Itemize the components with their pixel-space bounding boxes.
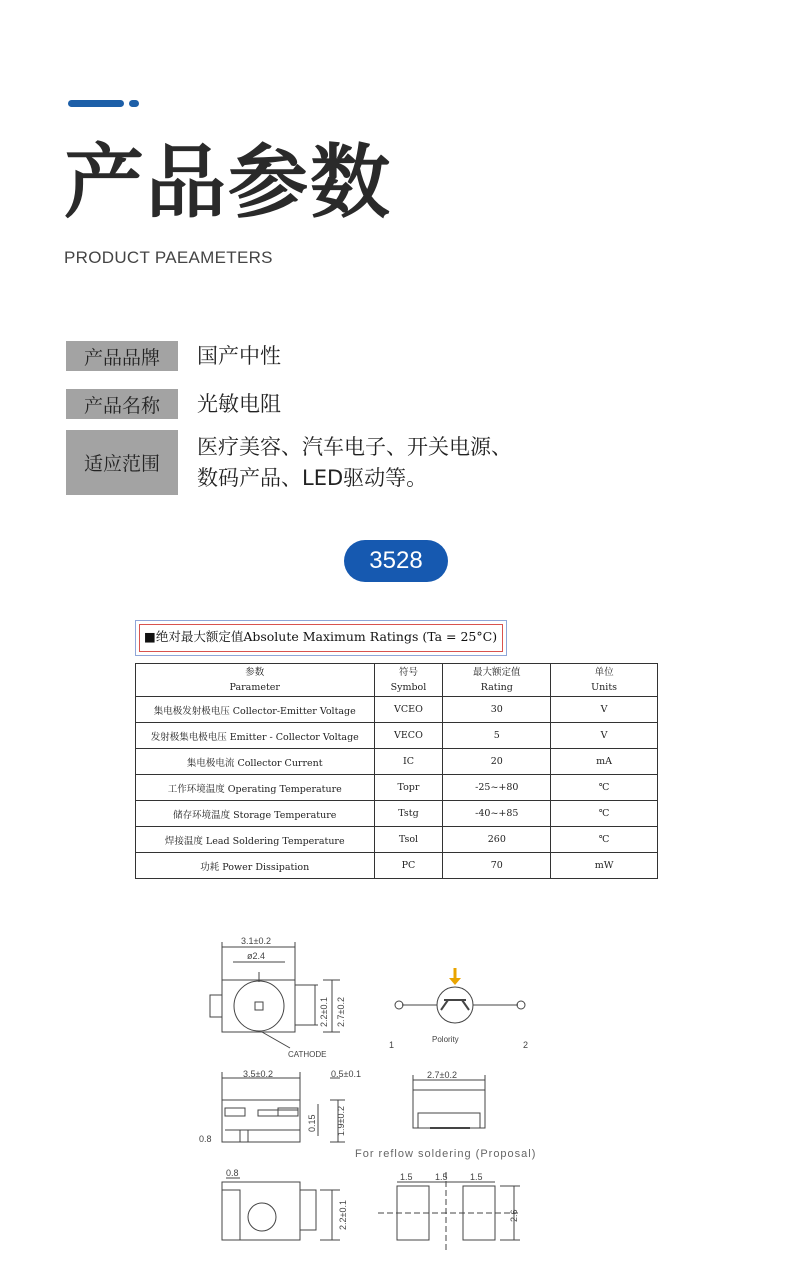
cell-symbol: IC [374, 749, 443, 775]
package-dimension-drawing [190, 935, 590, 1255]
cell-rating: -40~+85 [443, 801, 551, 827]
cell-unit: mA [551, 749, 658, 775]
pin-1-label: 1 [389, 1040, 395, 1050]
dim-lens: ø2.4 [247, 951, 266, 961]
application-value [197, 432, 512, 494]
side-view [222, 1072, 345, 1142]
cell-symbol: VCEO [374, 697, 443, 723]
pad-dim-1: 1.5 [400, 1172, 413, 1182]
application-line-1: 医疗美容、汽车电子、开关电源、 [197, 435, 512, 459]
cathode-label: CATHODE [288, 1050, 327, 1059]
cell-rating: 30 [443, 697, 551, 723]
header-parameter: 参数 Parameter [136, 664, 375, 697]
dim-width-top: 3.1±0.2 [241, 936, 271, 946]
top-view [210, 942, 340, 1048]
pin-2-label: 2 [523, 1040, 529, 1050]
pad-dim-3: 1.5 [470, 1172, 483, 1182]
cell-rating: 5 [443, 723, 551, 749]
polarity-label: Polority [432, 1035, 459, 1044]
table-row [136, 853, 658, 879]
ratings-heading-text: 绝对最大额定值Absolute Maximum Ratings (Ta = 25°C) [155, 629, 498, 644]
pad-layout [378, 1172, 520, 1250]
cell-symbol: Tstg [374, 801, 443, 827]
accent-bar-long [68, 100, 124, 107]
dim-side-height-1: 0.15 [307, 1114, 317, 1132]
reflow-note: For reflow soldering (Proposal) [355, 1148, 537, 1160]
light-arrow-icon [449, 968, 461, 985]
table-row [136, 775, 658, 801]
header-units: 单位 Units [551, 664, 658, 697]
cell-parameter: 功耗 Power Dissipation [136, 853, 375, 879]
dim-end-width: 2.7±0.2 [427, 1070, 457, 1080]
dim-height-1: 2.2±0.1 [319, 997, 329, 1027]
page-subtitle: PRODUCT PAEAMETERS [64, 248, 273, 267]
pad-dim-height: 2.6 [509, 1209, 519, 1222]
cell-unit: V [551, 697, 658, 723]
brand-value: 国产中性 [197, 344, 281, 368]
product-name-value: 光敏电阻 [197, 392, 281, 416]
page-title: 产品参数 [64, 136, 392, 229]
application-line-2: 数码产品、LED驱动等。 [197, 466, 428, 490]
table-row [136, 697, 658, 723]
ratings-heading [139, 624, 503, 652]
table-row [136, 801, 658, 827]
dim-side-height-2: 1.9±0.2 [336, 1106, 346, 1136]
cell-rating: 260 [443, 827, 551, 853]
cell-parameter: 储存环境温度 Storage Temperature [136, 801, 375, 827]
header-rating: 最大额定值 Rating [443, 664, 551, 697]
cell-symbol: VECO [374, 723, 443, 749]
cell-unit: V [551, 723, 658, 749]
product-name-label: 产品名称 [66, 389, 178, 419]
cell-parameter: 发射极集电极电压 Emitter - Collector Voltage [136, 723, 375, 749]
cell-unit: ℃ [551, 801, 658, 827]
cell-rating: -25~+80 [443, 775, 551, 801]
dim-side-width: 3.5±0.2 [243, 1069, 273, 1079]
dim-foot: 0.8 [199, 1134, 212, 1144]
table-header-row [136, 664, 658, 697]
dim-bottom-height: 2.2±0.1 [338, 1200, 348, 1230]
cell-unit: ℃ [551, 827, 658, 853]
model-badge: 3528 [344, 540, 448, 582]
cell-parameter: 集电极电流 Collector Current [136, 749, 375, 775]
cell-parameter: 集电极发射极电压 Collector-Emitter Voltage [136, 697, 375, 723]
cell-rating: 70 [443, 853, 551, 879]
dim-height-2: 2.7±0.2 [336, 997, 346, 1027]
accent-bar-dot [129, 100, 139, 107]
ratings-heading-box [135, 620, 507, 656]
cell-unit: mW [551, 853, 658, 879]
pad-dim-2: 1.5 [435, 1172, 448, 1182]
cell-parameter: 工作环境温度 Operating Temperature [136, 775, 375, 801]
cell-symbol: Topr [374, 775, 443, 801]
table-row [136, 827, 658, 853]
dim-lead: 0.5±0.1 [331, 1069, 361, 1079]
table-row [136, 723, 658, 749]
end-view [413, 1075, 485, 1128]
dim-bottom-lead: 0.8 [226, 1168, 239, 1178]
cell-unit: ℃ [551, 775, 658, 801]
cell-symbol: Tsol [374, 827, 443, 853]
polarity-symbol [395, 987, 525, 1023]
brand-label: 产品品牌 [66, 341, 178, 371]
ratings-table [135, 663, 658, 879]
application-label: 适应范围 [66, 430, 178, 495]
bottom-view [222, 1178, 340, 1240]
header-symbol: 符号 Symbol [374, 664, 443, 697]
table-row [136, 749, 658, 775]
cell-symbol: PC [374, 853, 443, 879]
cell-rating: 20 [443, 749, 551, 775]
cell-parameter: 焊接温度 Lead Soldering Temperature [136, 827, 375, 853]
heading-square-icon: ■ [144, 629, 156, 644]
